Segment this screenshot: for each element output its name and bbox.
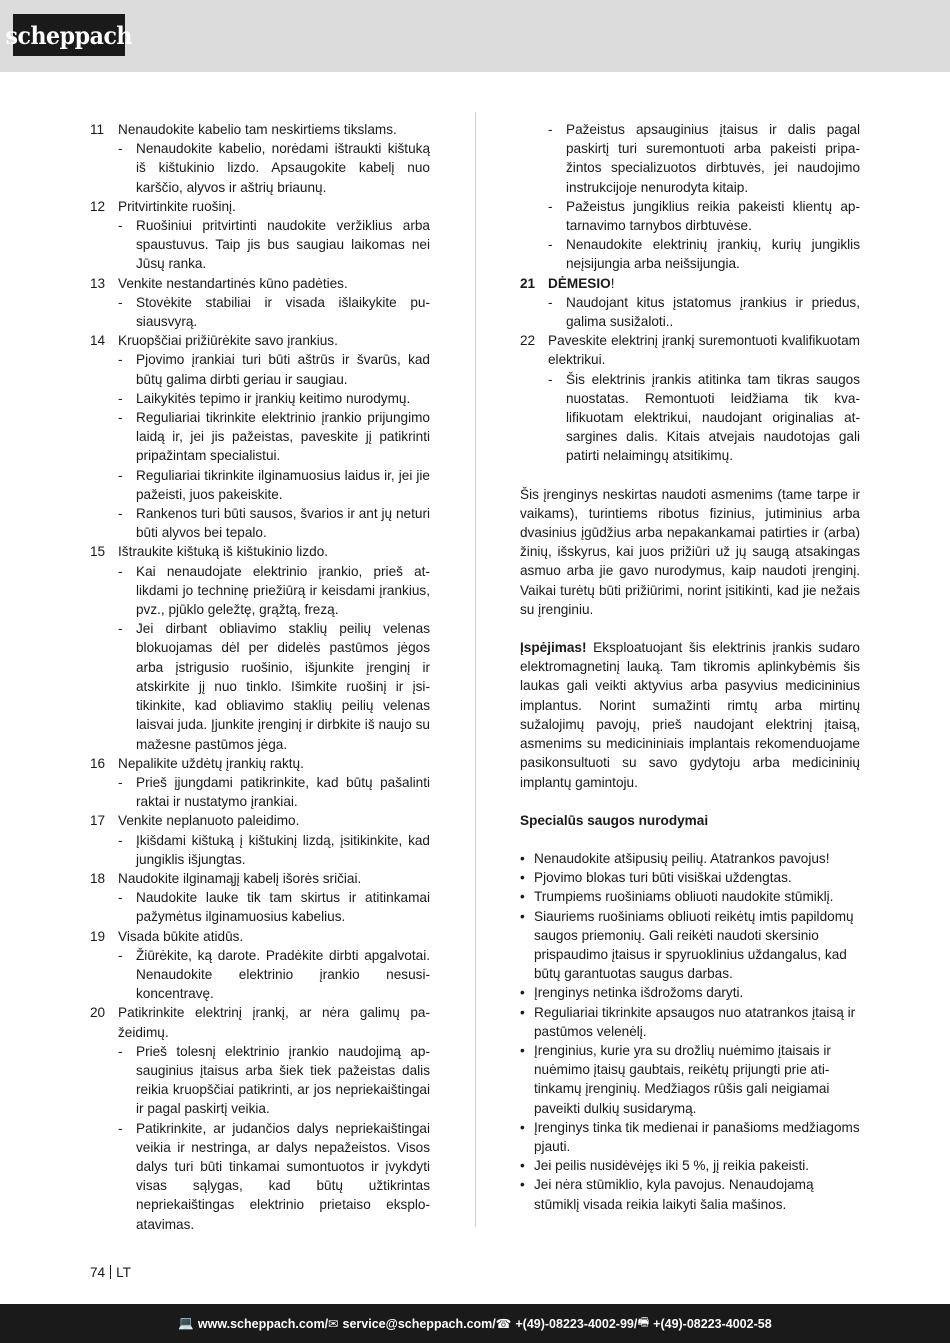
sub-item: - Šis elektrinis įrankis atitinka tam tikras saugos nuostatas. Remontuoti leidžiama tik kvalifikuotam elektrikui, naudojant originalias atsargines dalis. Kitais atvejais naudotojas gali patirti nelaimingų atsitikimų. xyxy=(548,371,860,464)
scheppach-logo: scheppach xyxy=(13,14,125,56)
sub-item: - Patikrinkite, ar judančios dalys nepriekaištingai veikia ir nestringa, ar dalys nepažeistos. Visos dalys turi būti tinkamai sumontuotos ir įvykdyti visas sąlygas, kad būtų užtikrintas nepriekaištingas elektrinio prietaiso eksploatavimas. xyxy=(118,1120,430,1232)
list-item-16: 16 Nepalikite uždėtų įrankių raktų. xyxy=(90,755,304,771)
bullet-icon: • xyxy=(520,1158,525,1174)
sub-item: - Prieš įjungdami patikrinkite, kad būtų pašalinti raktai ir nustatymo įrankiai. xyxy=(118,774,430,810)
list-item-14: 14 Kruopščiai prižiūrėkite savo įrankius. xyxy=(90,333,338,349)
sub-item: - Naudojant kitus įstatomus įrankius ir priedus, galima susižaloti.. xyxy=(548,294,860,330)
sub-item: - Reguliariai tikrinkite elektrinio įrankio prijungimo laidą ir, jei jis pažeistas, paveskite jį patikrinti pripažintam specialistui. xyxy=(118,410,430,464)
list-item-17: 17 Venkite neplanuoto paleidimo. xyxy=(90,813,300,829)
list-item-18: 18 Naudokite ilginamąjį kabelį išorės sričiai. xyxy=(90,870,362,886)
bullet-item: • Įrenginius, kurie yra su drožlių nuėmimo įtaisais ir nuėmimo įtaisų gaubtais, reikėtų prijungti prie atitinkamų įrenginių. Medžiagos rūšis gali neigiamai paveikti dulkių susidarymą. xyxy=(520,1041,860,1118)
sub-item: - Kai nenaudojate elektrinio įrankio, prieš atlikdami jo techninę priežiūrą ir keisdami įrankius, pvz., pjūklo geležtę, grąžtą, frezą. xyxy=(118,563,430,618)
footer-bar: 💻 www.scheppach.com / ✉ service@scheppach.com / ☎ +(49)-08223-4002-99 / 🖷 +(49)-08223-4002-58 xyxy=(0,1304,950,1343)
children-notice: Šis įrenginys neskirtas naudoti asmenims (tame tarpe ir vaikams), turintiems ribotus fizinius, jutiminius arba dvasinius įgūdžius arba nepakankamai patirties ir (arba) žinių, išskyrus, kai juos prižiūri už jų saugą atsakingas asmuo arba jie gavo nurodymus, kaip naudoti įrenginį. Vaikai turėtų būti prižiūrimi, norint įsitikinti, kad jie nežais su įrenginiu. xyxy=(520,486,860,617)
special-safety-heading: Specialūs saugos nurodymai xyxy=(520,812,709,828)
phone-icon: ☎ xyxy=(495,1317,512,1331)
bullet-item: • Siauriems ruošiniams obliuoti reikėtų imtis papildomų saugos priemonių. Gali reikėti naudoti skersinio prispaudimo įtaisus ir spyruoklinius uždangalus, kad būtų garantuotas saugus darbas. xyxy=(520,907,860,984)
sub-item: - Prieš tolesnį elektrinio įrankio naudojimą apsauginius įtaisus arba šiek tiek pažeistas dalis reikia kruopščiai patikrinti, ar jos nepriekaištingai ir pagal paskirtį veikia. xyxy=(118,1043,430,1117)
sub-item: - Įkišdami kištuką į kištukinį lizdą, įsitikinkite, kad jungiklis išjungtas. xyxy=(118,832,430,867)
bullet-icon: • xyxy=(520,908,525,924)
list-item-15: 15 Ištraukite kištuką iš kištukinio lizdo. xyxy=(90,544,329,560)
bullet-item: • Įrenginys netinka išdrožoms daryti. xyxy=(520,983,860,1002)
footer-phone[interactable]: +(49)-08223-4002-99 xyxy=(515,1316,634,1331)
warning-label: Įspėjimas! xyxy=(520,640,587,656)
sub-item: - Žiūrėkite, ką darote. Pradėkite dirbti apgalvotai. Nenaudokite elektrinio įrankio nesusikoncentravę. xyxy=(118,947,430,1002)
bullet-icon: • xyxy=(520,850,525,866)
sub-item: - Ruošiniui pritvirtinti naudokite veržiklius arba spaustuvus. Taip jis bus saugiau laikomas nei Jūsų ranka. xyxy=(118,218,430,272)
list-item-20: 20 Patikrinkite elektrinį įrankį, ar nėra galimų pažeidimų. xyxy=(90,1005,430,1040)
list-item-12: 12 Pritvirtinkite ruošinį. xyxy=(90,198,236,214)
footer-fax: +(49)-08223-4002-58 xyxy=(653,1316,772,1331)
bullet-item: • Jei nėra stūmiklio, kyla pavojus. Nenaudojamą stūmiklį visada reikia laikyti šalia mašinos. xyxy=(520,1175,860,1213)
sub-item: - Reguliariai tikrinkite ilginamuosius laidus ir, jei jie pažeisti, juos pakeiskite. xyxy=(118,467,430,502)
page-number: 74 LT xyxy=(90,1265,131,1280)
bullet-item: • Pjovimo blokas turi būti visiškai uždengtas. xyxy=(520,868,860,887)
left-column xyxy=(90,120,430,1234)
bullet-icon: • xyxy=(520,985,525,1001)
mail-icon: ✉ xyxy=(328,1317,339,1331)
bullet-icon: • xyxy=(520,889,525,905)
list-item-19: 19 Visada būkite atidūs. xyxy=(90,928,244,944)
sub-item: - Nenaudokite elektrinių įrankių, kurių jungiklis neįsijungia arba neišsijungia. xyxy=(548,237,860,272)
sub-item: - Pažeistus jungiklius reikia pakeisti klientų aptarnavimo tarnybos dirbtuvėse. xyxy=(548,198,860,234)
column-divider xyxy=(475,112,476,1227)
bullet-item: • Jei peilis nusidėvėjęs iki 5 %, jį reikia pakeisti. xyxy=(520,1156,860,1175)
sub-item: - Stovėkite stabiliai ir visada išlaikykite pusiausvyrą. xyxy=(118,294,430,330)
list-item-21: 21 DĖMESIO! xyxy=(520,275,615,291)
bullet-item: • Įrenginys tinka tik medienai ir panašioms medžiagoms pjauti. xyxy=(520,1118,860,1156)
bullet-icon: • xyxy=(520,1004,525,1020)
list-item-22: 22 Paveskite elektrinį įrankį suremontuoti kvalifikuotam elektrikui. xyxy=(520,333,860,368)
bullet-item: • Trumpiems ruošiniams obliuoti naudokite stūmiklį. xyxy=(520,887,860,906)
fax-icon: 🖷 xyxy=(637,1315,650,1329)
sub-item: - Rankenos turi būti sausos, švarios ir ant jų neturi būti alyvos bei tepalo. xyxy=(118,506,430,541)
bullet-icon: • xyxy=(520,1177,525,1193)
bullet-icon: • xyxy=(520,1042,525,1058)
footer-website[interactable]: www.scheppach.com xyxy=(197,1316,325,1331)
sub-item: - Pjovimo įrankiai turi būti aštrūs ir švarūs, kad būtų galima dirbti geriau ir saugiau. xyxy=(118,352,430,387)
sub-item: - Naudokite lauke tik tam skirtus ir atitinkamai pažymėtus ilginamuosius kabelius. xyxy=(118,890,430,925)
right-column xyxy=(520,120,860,1214)
warning-paragraph: Įspėjimas! Eksploatuojant šis elektrinis įrankis sudaro elektromagnetinį lauką. Tam tikromis aplinkybėmis šis laukas gali veikti aktyvius arba pasyvius medicininius implantus. Norint sumažinti rimtų arba mirtinų sužalojimų pavojų, prieš naudojant elektrinį įtaisą, asmenims su medicininiais implantais rekomenduojame pasikonsultuoti su savo gydytoju arba medicininių implantų gamintoju. xyxy=(520,640,860,790)
special-safety-list xyxy=(520,849,860,1214)
header-bar xyxy=(0,0,950,72)
bullet-item: • Nenaudokite atšipusių peilių. Atatrankos pavojus! xyxy=(520,849,860,868)
bullet-icon: • xyxy=(520,870,525,886)
sub-item: - Nenaudokite kabelio, norėdami ištraukti kištuką iš kištukinio lizdo. Apsaugokite kabelį nuo karščio, alyvos ir aštrių briaunų. xyxy=(118,141,430,195)
sub-item: - Jei dirbant obliavimo staklių peilių velenas blokuojamas dėl per didelės pastūmos jėgos arba įstrigusio ruošinio, išjunkite įrenginį ir atskirkite jį nuo tinklo. Išimkite ruošinį ir įsitikinkite, kad obliavimo staklių peilių velenas laisvai juda. Įjunkite įrenginį ir dirbkite iš naujo su mažesne pastūmos jėga. xyxy=(118,621,430,752)
list-item-11: 11 Nenaudokite kabelio tam neskirtiems tikslams. xyxy=(90,122,397,137)
computer-icon: 💻 xyxy=(178,1316,194,1330)
sub-item: - Laikykitės tepimo ir įrankių keitimo nurodymų. xyxy=(118,390,411,406)
bullet-item: • Reguliariai tikrinkite apsaugos nuo atatrankos įtaisą ir pastūmos velenėlį. xyxy=(520,1003,860,1041)
footer-email[interactable]: service@scheppach.com xyxy=(342,1316,493,1331)
list-item-13: 13 Venkite nestandartinės kūno padėties. xyxy=(90,275,348,291)
bullet-icon: • xyxy=(520,1119,525,1135)
sub-item: - Pažeistus apsauginius įtaisus ir dalis pagal paskirtį turi suremontuoti arba pakeisti pripažintos specializuotos dirbtuvės, jei naudojimo instrukcijoje nenurodyta kitaip. xyxy=(548,122,860,195)
